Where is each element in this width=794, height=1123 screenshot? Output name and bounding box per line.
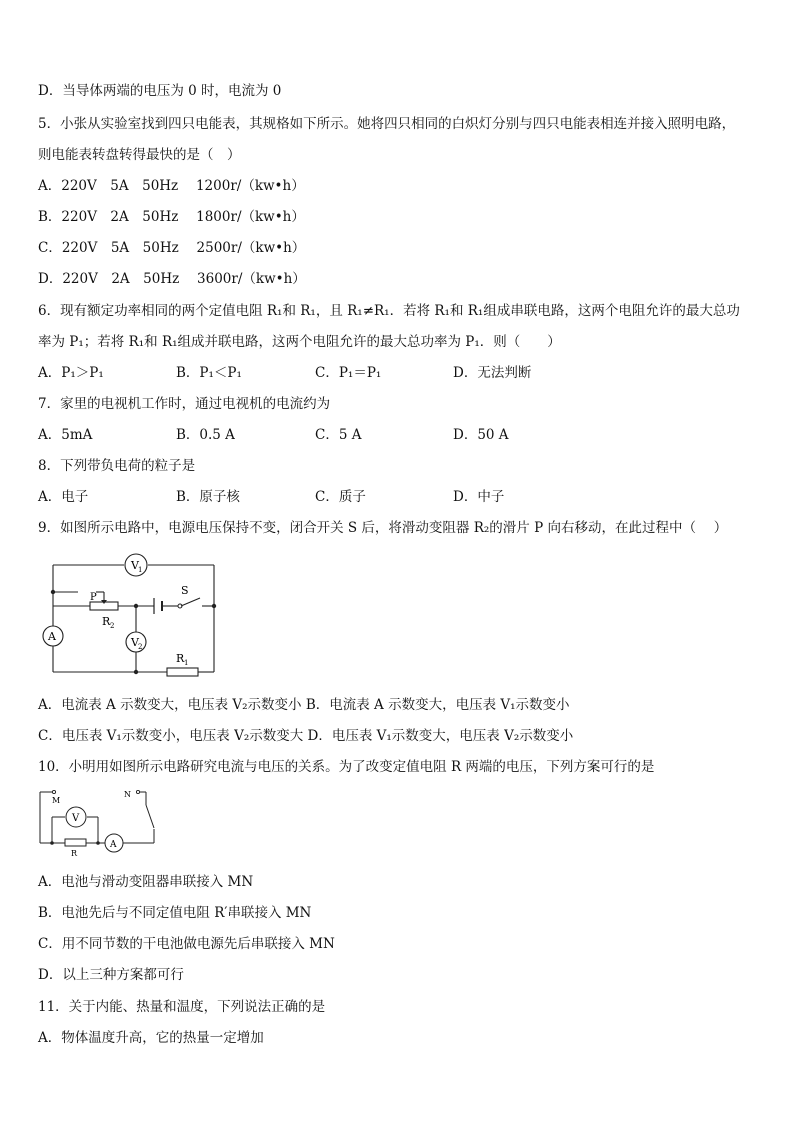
- resistor-r: [65, 839, 86, 846]
- r2-label-sub: 2: [110, 622, 115, 630]
- v1-label-sub: 1: [138, 566, 143, 574]
- junction-dot: [134, 604, 138, 608]
- q9-circuit-diagram: [38, 548, 228, 680]
- q5-option-d: D．220V 2A 50Hz 3600r/（kw•h）: [38, 271, 306, 287]
- v1-label: V: [131, 559, 139, 572]
- v-label: V: [72, 813, 80, 824]
- q7-stem: 7．家里的电视机工作时，通过电视机的电流约为: [38, 396, 331, 412]
- q8-stem: 8．下列带负电荷的粒子是: [38, 458, 196, 474]
- q10-circuit-diagram: [36, 785, 166, 859]
- r1-label-sub: 1: [184, 659, 189, 667]
- switch-blade: [146, 805, 154, 828]
- q7-option-d: D．50 A: [453, 427, 509, 443]
- junction-dot: [51, 590, 55, 594]
- s-label: S: [181, 584, 189, 597]
- m-label: M: [52, 796, 61, 805]
- r1-label: R: [176, 652, 185, 665]
- q6-option-c: C．P₁＝P₁: [315, 365, 382, 381]
- junction-dot: [50, 841, 54, 845]
- r2-label: R: [102, 615, 111, 628]
- q6-stem-line2: 率为 P₁；若将 R₁和 R₁组成并联电路，这两个电阻允许的最大总功率为 P₁．则（ ）: [38, 334, 561, 350]
- terminal-m: [52, 790, 55, 793]
- q4-option-d: D．当导体两端的电压为 0 时，电流为 0: [38, 83, 282, 99]
- a-label: A: [48, 630, 56, 643]
- q9-stem: 9．如图所示电路中，电源电压保持不变，闭合开关 S 后，将滑动变阻器 R₂的滑片 P 向右移动，在此过程中（ ）: [38, 520, 728, 536]
- q9-options-cd: C．电压表 V₁示数变小，电压表 V₂示数变大 D．电压表 V₁示数变大，电压表 V₂示数变小: [38, 728, 574, 744]
- r-label: R: [71, 849, 78, 858]
- q7-option-a: A．5mA: [38, 427, 93, 443]
- q10-option-a: A．电池与滑动变阻器串联接入 MN: [38, 874, 254, 890]
- q5-stem-line2: 则电能表转盘转得最快的是（ ）: [38, 147, 241, 163]
- q7-option-b: B．0.5 A: [176, 427, 235, 443]
- junction-dot: [212, 604, 216, 608]
- terminal-n: [136, 790, 139, 793]
- q6-option-b: B．P₁＜P₁: [176, 365, 242, 381]
- q8-option-c: C．质子: [315, 489, 366, 505]
- q10-option-d: D．以上三种方案都可行: [38, 967, 184, 983]
- junction-dot: [96, 841, 100, 845]
- q5-stem-line1: 5．小张从实验室找到四只电能表，其规格如下所示。她将四只相同的白炽灯分别与四只电能表相连并接入照明电路，: [38, 116, 736, 132]
- q8-option-d: D．中子: [453, 489, 505, 505]
- q6-option-d: D．无法判断: [453, 365, 532, 381]
- q8-option-a: A．电子: [38, 489, 89, 505]
- q10-option-c: C．用不同节数的干电池做电源先后串联接入 MN: [38, 936, 335, 952]
- q8-option-b: B．原子核: [176, 489, 240, 505]
- q5-option-c: C．220V 5A 50Hz 2500r/（kw•h）: [38, 240, 306, 256]
- a-label: A: [110, 840, 117, 850]
- q10-option-b: B．电池先后与不同定值电阻 R′串联接入 MN: [38, 905, 312, 921]
- q6-option-a: A．P₁＞P₁: [38, 365, 104, 381]
- p-label: P: [90, 592, 97, 603]
- n-label: N: [124, 790, 131, 799]
- q5-option-a: A．220V 5A 50Hz 1200r/（kw•h）: [38, 178, 305, 194]
- q10-stem: 10．小明用如图所示电路研究电流与电压的关系。为了改变定值电阻 R 两端的电压，下列方案可行的是: [38, 759, 655, 775]
- v2-label-sub: 2: [138, 643, 143, 651]
- v2-label: V: [131, 636, 139, 649]
- q9-options-ab: A．电流表 A 示数变大，电压表 V₂示数变小 B．电流表 A 示数变大，电压表 V₁示数变小: [38, 697, 570, 713]
- q11-option-a: A．物体温度升高，它的热量一定增加: [38, 1030, 264, 1046]
- switch-blade: [181, 598, 200, 606]
- r1-resistor: [167, 668, 198, 676]
- q11-stem: 11．关于内能、热量和温度，下列说法正确的是: [38, 999, 326, 1015]
- q7-option-c: C．5 A: [315, 427, 362, 443]
- q5-option-b: B．220V 2A 50Hz 1800r/（kw•h）: [38, 209, 305, 225]
- junction-dot: [134, 670, 138, 674]
- q6-stem-line1: 6．现有额定功率相同的两个定值电阻 R₁和 R₁，且 R₁≠R₁．若将 R₁和 R₁组成串联电路，这两个电阻允许的最大总功: [38, 303, 740, 319]
